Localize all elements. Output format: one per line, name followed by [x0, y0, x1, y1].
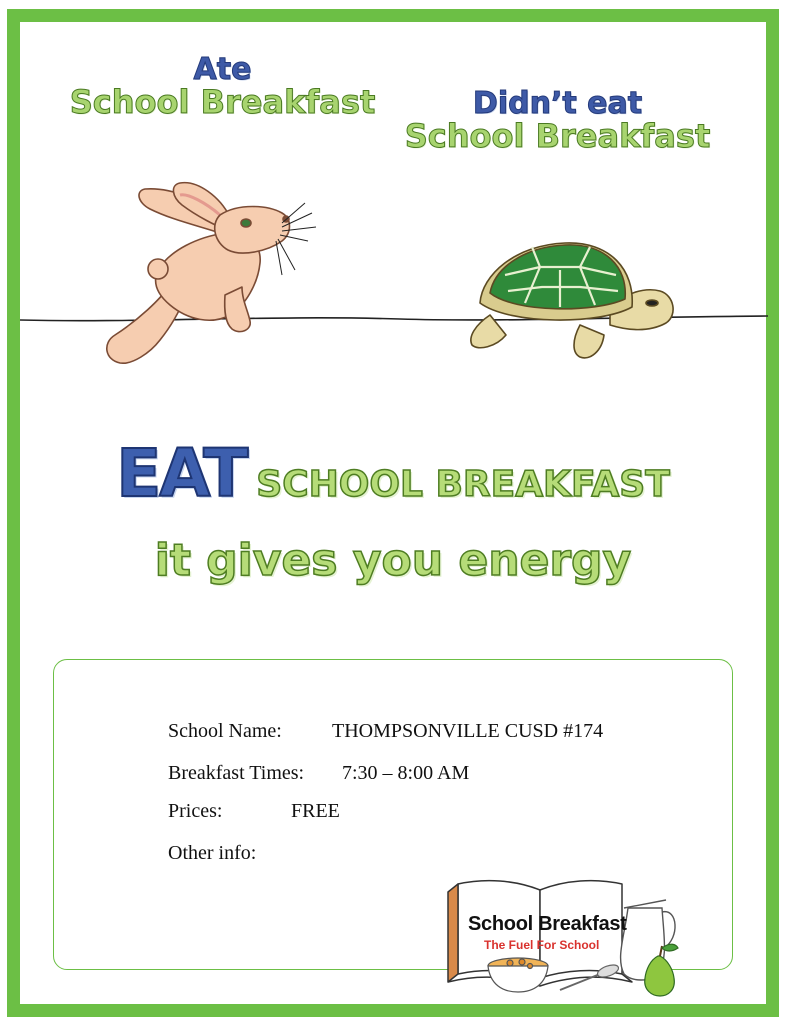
school-name-value: THOMPSONVILLE CUSD #174 — [332, 720, 604, 742]
breakfast-times-row — [168, 762, 469, 785]
school-name-row — [168, 720, 603, 743]
didnt-eat-label — [390, 88, 725, 153]
breakfast-times-value: 7:30 – 8:00 AM — [342, 762, 470, 784]
prices-label: Prices: — [168, 800, 223, 822]
didnt-eat-label-line1: Didn’t eat — [472, 86, 643, 121]
school-name-label: School Name: — [168, 720, 282, 742]
race-illustration — [20, 175, 770, 370]
other-info-row — [168, 842, 256, 865]
tagline: it gives you energy — [154, 535, 632, 586]
didnt-eat-label-line2: School Breakfast — [404, 116, 711, 155]
cereal-bowl-icon — [488, 958, 548, 992]
breakfast-times-label: Breakfast Times: — [168, 762, 305, 784]
school-breakfast-words: SCHOOL BREAKFAST — [256, 464, 670, 505]
prices-row — [168, 800, 340, 823]
eat-word: EAT — [116, 435, 247, 512]
ate-label-line2: School Breakfast — [69, 82, 376, 121]
main-headline — [0, 435, 786, 512]
ate-label-line1: Ate — [193, 52, 252, 87]
rabbit-illustration — [107, 183, 316, 364]
other-info-label: Other info: — [168, 842, 257, 864]
ate-label — [55, 54, 390, 119]
turtle-illustration — [471, 243, 673, 358]
logo-tagline: The Fuel For School — [484, 938, 600, 952]
prices-value: FREE — [291, 800, 340, 822]
logo-title: School Breakfast — [468, 913, 627, 935]
